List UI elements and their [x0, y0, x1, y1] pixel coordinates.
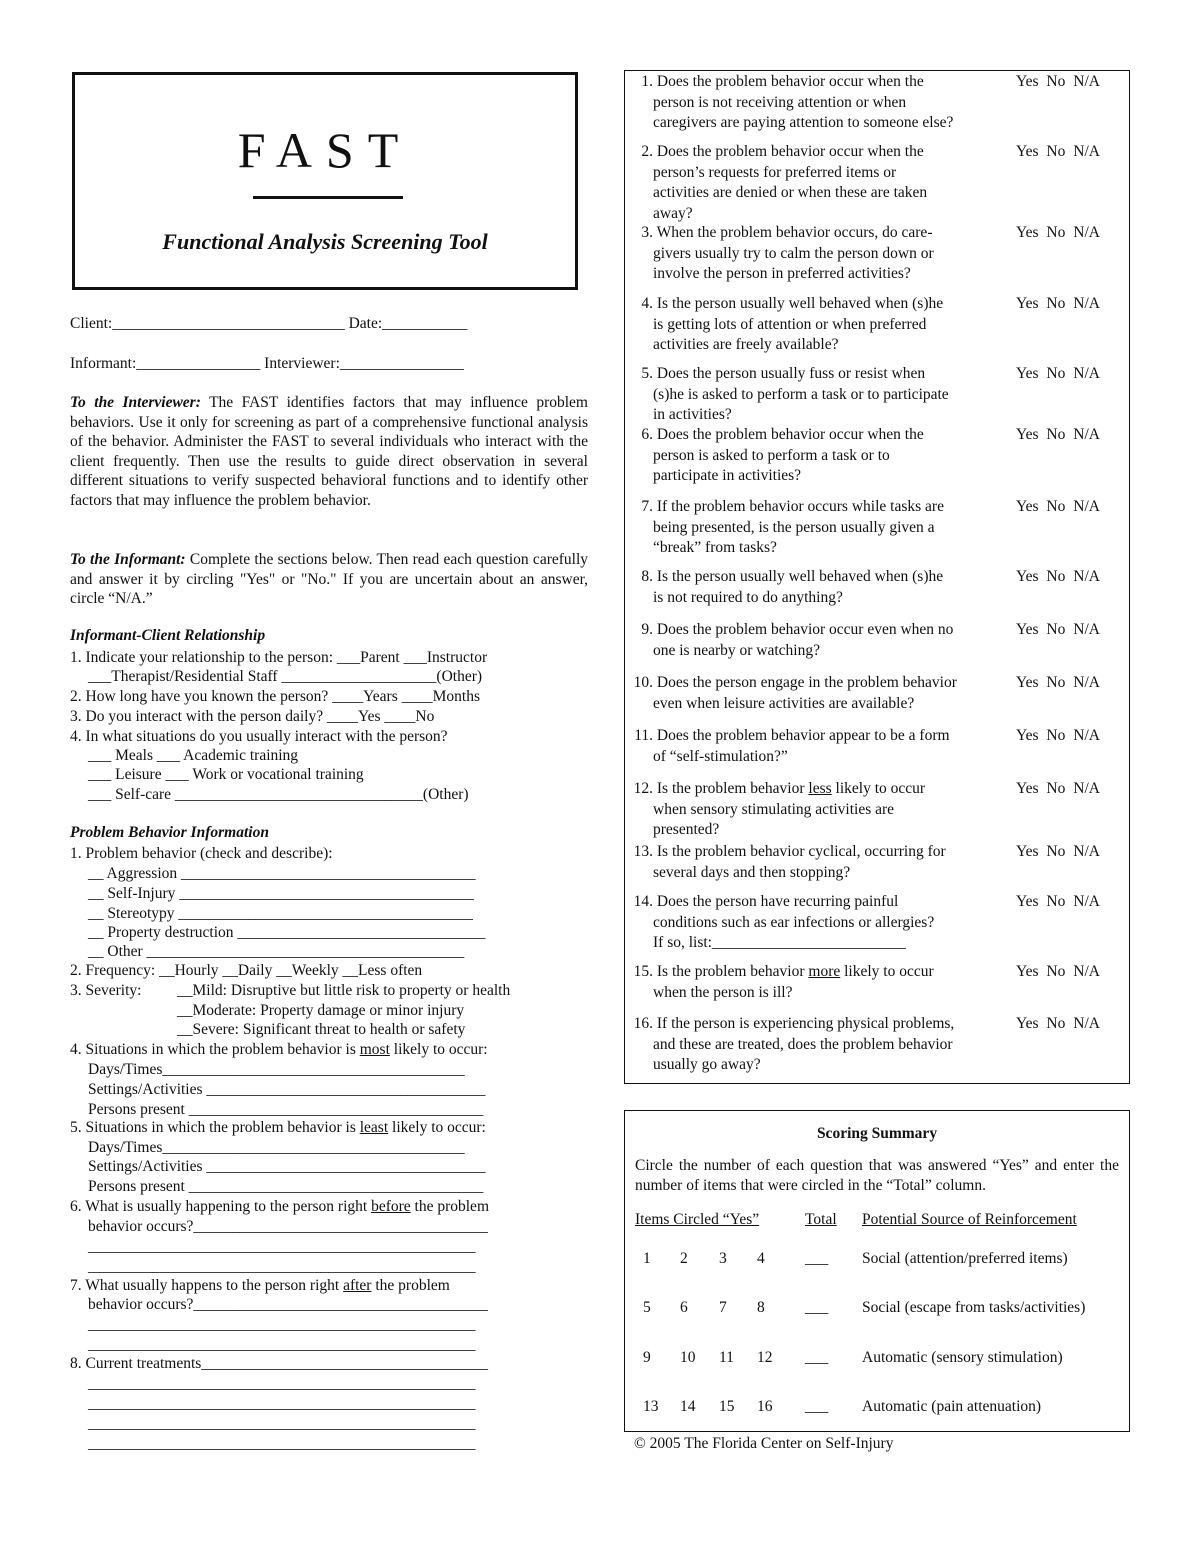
scoring-total-blank[interactable]: ___	[805, 1250, 829, 1267]
interviewer-label: To the Interviewer:	[70, 394, 201, 411]
question-text-line: Is the problem behavior cyclical, occurring for	[656, 843, 946, 860]
question-number: 4.	[641, 295, 653, 312]
scoring-total-blank[interactable]: ___	[805, 1349, 829, 1366]
relationship-line[interactable]: ___ Leisure ___ Work or vocational training	[88, 766, 364, 783]
behavior-line: 5. Situations in which the problem behavior is least likely to occur:	[70, 1119, 486, 1136]
relationship-line[interactable]: 2. How long have you known the person? ____Years ____Months	[70, 688, 481, 705]
scoring-item-number[interactable]: 5	[643, 1299, 651, 1316]
question-text-line: away?	[653, 204, 693, 222]
question-text-line: Is the problem behavior more likely to occur	[656, 963, 934, 980]
question-3	[628, 223, 1000, 285]
question-6	[628, 425, 1000, 487]
question-text-line: Is the person usually well behaved when (s)he	[656, 568, 944, 585]
informant-text: Complete the sections below. Then read each question carefully and answer it by circling "Yes" or "No." If you are uncertain about an answer, circle “N/A.”	[70, 551, 589, 608]
scoring-source: Automatic (pain attenuation)	[862, 1398, 1042, 1415]
answer-options-yes-no-na[interactable]: Yes No N/A	[1016, 963, 1100, 980]
question-text-line: when sensory stimulating activities are	[653, 800, 895, 818]
behavior-line[interactable]: __Moderate: Property damage or minor injury	[177, 1002, 465, 1019]
behavior-line[interactable]: Days/Times_______________________________________	[88, 1139, 465, 1156]
question-16	[628, 1014, 1000, 1076]
behavior-line[interactable]: 2. Frequency: __Hourly __Daily __Weekly __Less often	[70, 962, 423, 979]
answer-options-yes-no-na[interactable]: Yes No N/A	[1016, 780, 1100, 797]
question-text-line: “break” from tasks?	[653, 539, 777, 557]
question-text-line: is not required to do anything?	[653, 588, 843, 606]
question-text-line: Does the problem behavior occur when the	[656, 426, 924, 443]
answer-options-yes-no-na[interactable]: Yes No N/A	[1016, 568, 1100, 585]
question-number: 12.	[633, 780, 653, 797]
question-text-line: when the person is ill?	[653, 983, 793, 1001]
scoring-source: Automatic (sensory stimulation)	[862, 1349, 1063, 1366]
behavior-line[interactable]: Persons present ______________________________________	[88, 1101, 484, 1118]
relationship-section-title: Informant-Client Relationship	[70, 627, 266, 644]
behavior-line[interactable]: __________________________________________________	[88, 1238, 476, 1255]
question-11	[628, 726, 1000, 767]
scoring-item-number[interactable]: 4	[757, 1250, 765, 1267]
scoring-item-number[interactable]: 9	[643, 1349, 651, 1366]
scoring-total-blank[interactable]: ___	[805, 1299, 829, 1316]
scoring-item-number[interactable]: 1	[643, 1250, 651, 1267]
answer-options-yes-no-na[interactable]: Yes No N/A	[1016, 426, 1100, 443]
question-text-line: caregivers are paying attention to someone else?	[653, 114, 954, 132]
question-text-line: several days and then stopping?	[653, 863, 851, 881]
question-number: 8.	[641, 568, 653, 585]
scoring-item-number[interactable]: 6	[680, 1299, 688, 1316]
behavior-line: 6. What is usually happening to the person right before the problem	[70, 1198, 489, 1215]
question-number: 1.	[641, 73, 653, 90]
question-text-line: Does the person have recurring painful	[656, 893, 899, 910]
question-text-line: involve the person in preferred activities?	[653, 265, 911, 283]
behavior-line[interactable]: __ Property destruction ________________________________	[88, 924, 486, 941]
answer-options-yes-no-na[interactable]: Yes No N/A	[1016, 621, 1100, 638]
answer-options-yes-no-na[interactable]: Yes No N/A	[1016, 224, 1100, 241]
scoring-item-number[interactable]: 3	[719, 1250, 727, 1267]
relationship-line[interactable]: 1. Indicate your relationship to the person: ___Parent ___Instructor	[70, 649, 488, 666]
behavior-line[interactable]: __Severe: Significant threat to health or safety	[177, 1021, 466, 1038]
question-text-line: participate in activities?	[653, 467, 802, 485]
title-divider	[253, 196, 403, 199]
behavior-line[interactable]: __________________________________________________	[88, 1375, 476, 1392]
question-number: 7.	[641, 498, 653, 515]
scoring-item-number[interactable]: 14	[680, 1398, 696, 1415]
question-9	[628, 620, 1000, 661]
behavior-section-title: Problem Behavior Information	[70, 824, 269, 841]
answer-options-yes-no-na[interactable]: Yes No N/A	[1016, 143, 1100, 160]
question-text-line: Does the problem behavior occur even when no	[656, 621, 954, 638]
behavior-line[interactable]: behavior occurs?______________________________________	[88, 1218, 488, 1235]
answer-options-yes-no-na[interactable]: Yes No N/A	[1016, 295, 1100, 312]
behavior-line: 7. What usually happens to the person right after the problem	[70, 1277, 450, 1294]
behavior-line[interactable]: __________________________________________________	[88, 1258, 476, 1275]
question-number: 2.	[641, 143, 653, 160]
relationship-line[interactable]: ___ Meals ___ Academic training	[88, 747, 299, 764]
question-number: 9.	[641, 621, 653, 638]
question-text-line: (s)he is asked to perform a task or to participate	[653, 385, 949, 403]
question-14	[628, 892, 1000, 954]
question-2	[628, 142, 1000, 224]
question-number: 3.	[641, 224, 653, 241]
question-text-line: person is not receiving attention or when	[653, 93, 907, 111]
question-number: 10.	[633, 674, 653, 691]
question-text-line: Does the problem behavior occur when the	[656, 73, 924, 90]
scoring-item-number[interactable]: 11	[719, 1349, 734, 1366]
question-text-line: If so, list:_________________________	[653, 934, 906, 952]
question-text-line: Is the person usually well behaved when (s)he	[656, 295, 944, 312]
behavior-line[interactable]: __ Other _________________________________________	[88, 943, 465, 960]
question-text-line: When the problem behavior occurs, do care-	[656, 224, 933, 241]
behavior-line[interactable]: Persons present ______________________________________	[88, 1178, 484, 1195]
scoring-source: Social (attention/preferred items)	[862, 1250, 1068, 1267]
answer-options-yes-no-na[interactable]: Yes No N/A	[1016, 498, 1100, 515]
interviewer-instructions	[70, 393, 588, 511]
question-text-line: Does the problem behavior occur when the	[656, 143, 924, 160]
answer-options-yes-no-na[interactable]: Yes No N/A	[1016, 1015, 1100, 1032]
behavior-line[interactable]: __________________________________________________	[88, 1435, 476, 1452]
question-text-line: usually go away?	[653, 1056, 761, 1074]
question-text-line: conditions such as ear infections or allergies?	[653, 913, 935, 931]
question-text-line: is getting lots of attention or when preferred	[653, 315, 927, 333]
relationship-line[interactable]: 3. Do you interact with the person daily? ____Yes ____No	[70, 708, 435, 725]
scoring-header-items: Items Circled “Yes”	[635, 1211, 760, 1228]
question-text-line: even when leisure activities are available?	[653, 694, 915, 712]
question-15	[628, 962, 1000, 1003]
answer-options-yes-no-na[interactable]: Yes No N/A	[1016, 674, 1100, 691]
question-10	[628, 673, 1000, 714]
behavior-line[interactable]: behavior occurs?______________________________________	[88, 1296, 488, 1313]
question-text-line: person is asked to perform a task or to	[653, 446, 890, 464]
question-number: 6.	[641, 426, 653, 443]
question-number: 15.	[633, 963, 653, 980]
question-text-line: Does the person engage in the problem behavior	[656, 674, 957, 691]
form-subtitle: Functional Analysis Screening Tool	[162, 229, 488, 254]
question-1	[628, 72, 1000, 134]
question-text-line: person’s requests for preferred items or	[653, 163, 897, 181]
question-4	[628, 294, 1000, 356]
question-text-line: one is nearby or watching?	[653, 641, 820, 659]
question-number: 14.	[633, 893, 653, 910]
behavior-line[interactable]: __________________________________________________	[88, 1316, 476, 1333]
scoring-item-number[interactable]: 10	[680, 1349, 696, 1366]
relationship-line[interactable]: ___Therapist/Residential Staff ____________________(Other)	[88, 668, 483, 685]
relationship-line[interactable]: ___ Self-care ________________________________(Other)	[88, 786, 469, 803]
scoring-total-blank[interactable]: ___	[805, 1398, 829, 1415]
question-text-line: If the problem behavior occurs while tasks are	[656, 498, 944, 515]
behavior-line[interactable]: __________________________________________________	[88, 1395, 476, 1412]
question-8	[628, 567, 1000, 608]
scoring-item-number[interactable]: 7	[719, 1299, 727, 1316]
question-text-line: and these are treated, does the problem behavior	[653, 1035, 953, 1053]
scoring-item-number[interactable]: 2	[680, 1250, 688, 1267]
informant-instructions	[70, 550, 588, 609]
behavior-line[interactable]: Settings/Activities ____________________________________	[88, 1158, 486, 1175]
question-text-line: presented?	[653, 821, 720, 839]
question-text-line: activities are denied or when these are taken	[653, 184, 928, 202]
behavior-line: 3. Severity:	[70, 982, 142, 999]
scoring-item-number[interactable]: 16	[757, 1398, 773, 1415]
title-box	[72, 72, 578, 290]
behavior-line[interactable]: __ Aggression ______________________________________	[88, 865, 476, 882]
scoring-item-number[interactable]: 8	[757, 1299, 765, 1316]
answer-options-yes-no-na[interactable]: Yes No N/A	[1016, 727, 1100, 744]
answer-options-yes-no-na[interactable]: Yes No N/A	[1016, 893, 1100, 910]
behavior-line: 1. Problem behavior (check and describe):	[70, 845, 333, 862]
question-text-line: activities are freely available?	[653, 336, 839, 354]
scoring-instructions: Circle the number of each question that was answered “Yes” and enter the number of items that were circled in the “Total” column.	[635, 1157, 1119, 1195]
behavior-line[interactable]: Settings/Activities ____________________________________	[88, 1081, 486, 1098]
behavior-line[interactable]: Days/Times_______________________________________	[88, 1061, 465, 1078]
answer-options-yes-no-na[interactable]: Yes No N/A	[1016, 73, 1100, 90]
question-number: 11.	[634, 727, 653, 744]
behavior-line: 4. Situations in which the problem behavior is most likely to occur:	[70, 1041, 488, 1058]
question-number: 16.	[633, 1015, 653, 1032]
relationship-line: 4. In what situations do you usually interact with the person?	[70, 728, 448, 745]
answer-options-yes-no-na[interactable]: Yes No N/A	[1016, 365, 1100, 382]
informant-interviewer-field[interactable]: Informant:________________ Interviewer:________________	[70, 355, 464, 372]
informant-label: To the Informant:	[70, 551, 186, 568]
behavior-line[interactable]: __________________________________________________	[88, 1336, 476, 1353]
question-text-line: If the person is experiencing physical problems,	[656, 1015, 955, 1032]
scoring-title: Scoring Summary	[816, 1125, 938, 1142]
question-13	[628, 842, 1000, 883]
question-text-line: Is the problem behavior less likely to occur	[656, 780, 926, 797]
question-number: 13.	[633, 843, 653, 860]
question-12	[628, 779, 1000, 841]
scoring-item-number[interactable]: 13	[643, 1398, 659, 1415]
scoring-source: Social (escape from tasks/activities)	[862, 1299, 1086, 1316]
scoring-header-total: Total	[805, 1211, 837, 1228]
question-text-line: givers usually try to calm the person down or	[653, 244, 934, 262]
scoring-item-number[interactable]: 15	[719, 1398, 735, 1415]
copyright-footer: © 2005 The Florida Center on Self-Injury	[634, 1435, 894, 1452]
question-number: 5.	[641, 365, 653, 382]
scoring-item-number[interactable]: 12	[757, 1349, 773, 1366]
interviewer-text: The FAST identifies factors that may influence problem behaviors. Use it only for screening as part of a comprehensive functional analysis of the behavior. Administer the FAST to several individuals who interact with the client frequently. Then use the results to guide direct observation in several different situations to verify suspected behavioral functions and to identify other factors that may influence the problem behavior.	[70, 394, 588, 509]
client-date-field[interactable]: Client:______________________________ Date:___________	[70, 315, 468, 332]
behavior-line[interactable]: __Mild: Disruptive but little risk to property or health	[177, 982, 511, 999]
form-title: FAST	[237, 122, 413, 178]
question-text-line: in activities?	[653, 406, 732, 424]
behavior-line[interactable]: __ Self-Injury ______________________________________	[88, 885, 474, 902]
scoring-header-source: Potential Source of Reinforcement	[862, 1211, 1077, 1228]
question-5	[628, 364, 1000, 426]
question-7	[628, 497, 1000, 559]
behavior-line[interactable]: __________________________________________________	[88, 1415, 476, 1432]
question-text-line: being presented, is the person usually given a	[653, 518, 935, 536]
question-text-line: Does the person usually fuss or resist when	[656, 365, 926, 382]
question-text-line: Does the problem behavior appear to be a form	[656, 727, 950, 744]
behavior-line[interactable]: 8. Current treatments_____________________________________	[70, 1355, 489, 1372]
question-text-line: of “self-stimulation?”	[653, 747, 788, 765]
behavior-line[interactable]: __ Stereotypy ______________________________________	[88, 905, 473, 922]
answer-options-yes-no-na[interactable]: Yes No N/A	[1016, 843, 1100, 860]
